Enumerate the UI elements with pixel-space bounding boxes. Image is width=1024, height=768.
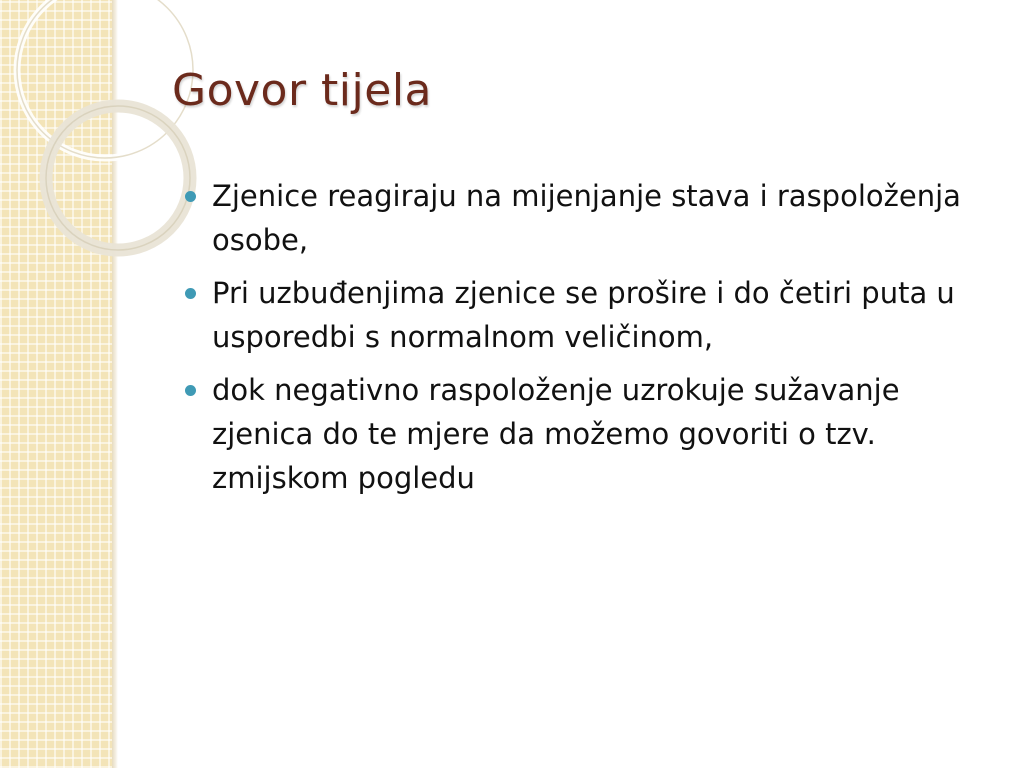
bullet-text: Pri uzbuđenjima zjenice se prošire i do četiri puta u usporedbi s normalnom veličinom, (212, 276, 955, 354)
decorative-rings-icon (0, 0, 200, 260)
slide-title: Govor tijela (172, 65, 433, 116)
bullet-dot-icon (185, 191, 196, 202)
bullet-item (212, 174, 1002, 262)
bullet-dot-icon (185, 385, 196, 396)
bullet-dot-icon (185, 288, 196, 299)
bullet-item (212, 271, 1002, 359)
bullet-text: dok negativno raspoloženje uzrokuje sužavanje zjenica do te mjere da možemo govoriti o tzv. zmijskom pogledu (212, 373, 900, 495)
bullet-text: Zjenice reagiraju na mijenjanje stava i raspoloženja osobe, (212, 179, 961, 257)
bullet-item (212, 368, 1002, 500)
bullet-list (212, 174, 1002, 509)
